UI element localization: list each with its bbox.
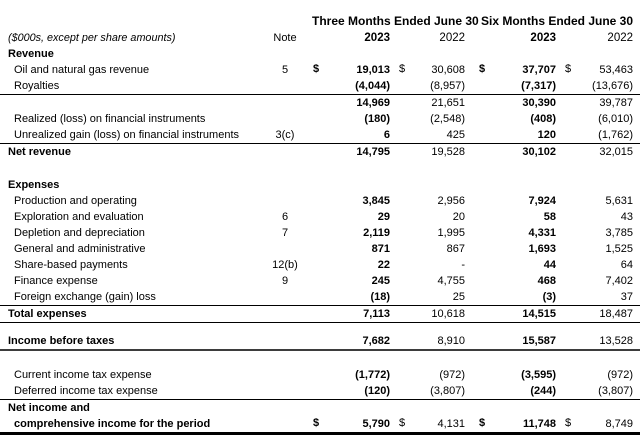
row-note xyxy=(258,46,312,62)
row-note xyxy=(258,177,312,193)
table-row xyxy=(0,273,640,289)
row-note xyxy=(258,111,312,127)
value-cell xyxy=(466,127,557,144)
value-cell xyxy=(557,78,640,95)
spacer-cell xyxy=(0,323,640,334)
value-cell xyxy=(557,62,640,78)
row-label: Net revenue xyxy=(8,146,71,158)
value-text: - xyxy=(461,259,466,271)
value-cell xyxy=(557,273,640,289)
value-text: 29 xyxy=(377,211,390,223)
row-note xyxy=(258,78,312,95)
value-text: 8,749 xyxy=(605,418,634,430)
row-label: Current income tax expense xyxy=(14,369,152,381)
value-text: 7,402 xyxy=(605,275,634,287)
currency-symbol: $ xyxy=(399,417,406,429)
row-label: Realized (loss) on financial instruments xyxy=(14,113,206,125)
value-text: 5,631 xyxy=(605,195,634,207)
row-note: 5 xyxy=(281,64,289,76)
value-cell xyxy=(392,400,466,417)
value-text: (1,772) xyxy=(355,369,390,381)
table-row xyxy=(0,225,640,241)
value-cell xyxy=(392,177,466,193)
income-statement-table xyxy=(0,13,640,435)
value-cell xyxy=(312,209,392,225)
value-text: 21,651 xyxy=(431,97,466,109)
value-text: (4,044) xyxy=(355,80,390,92)
value-cell xyxy=(466,273,557,289)
value-cell xyxy=(392,209,466,225)
value-cell xyxy=(312,177,392,193)
value-text: 64 xyxy=(620,259,634,271)
row-label: Revenue xyxy=(8,48,54,60)
value-text: 4,755 xyxy=(437,275,466,287)
spacer-cell xyxy=(0,160,640,177)
year-header-3m-2023: 2023 xyxy=(364,32,390,44)
row-note xyxy=(258,241,312,257)
row-label: Production and operating xyxy=(14,195,137,207)
value-cell xyxy=(392,111,466,127)
value-cell xyxy=(392,241,466,257)
table-row xyxy=(0,209,640,225)
value-cell xyxy=(392,383,466,400)
row-note xyxy=(258,289,312,306)
value-cell xyxy=(312,111,392,127)
value-text: 25 xyxy=(452,291,466,303)
value-text: (3,807) xyxy=(430,385,466,397)
value-cell xyxy=(312,46,392,62)
value-cell xyxy=(557,367,640,383)
row-note: 9 xyxy=(281,275,289,287)
value-text: 7,113 xyxy=(363,308,390,320)
value-cell xyxy=(466,400,557,417)
value-text: 22 xyxy=(377,259,390,271)
value-cell xyxy=(312,273,392,289)
row-note: 7 xyxy=(281,227,289,239)
table-body xyxy=(0,46,640,434)
value-text: 11,748 xyxy=(522,418,557,430)
value-text: (972) xyxy=(439,369,466,381)
table-row xyxy=(0,416,640,434)
value-text: 120 xyxy=(537,129,557,141)
value-text: 19,013 xyxy=(356,64,390,76)
value-text: (3,807) xyxy=(598,385,634,397)
value-cell xyxy=(466,383,557,400)
value-text: 4,331 xyxy=(528,227,557,239)
value-cell xyxy=(557,383,640,400)
row-label: Finance expense xyxy=(14,275,98,287)
value-text: (13,676) xyxy=(592,80,634,92)
row-label: Oil and natural gas revenue xyxy=(14,64,150,76)
value-cell xyxy=(312,257,392,273)
row-note: 12(b) xyxy=(272,259,298,271)
value-text: 32,015 xyxy=(599,146,634,158)
value-cell xyxy=(392,78,466,95)
value-cell xyxy=(466,306,557,323)
value-cell xyxy=(557,95,640,112)
value-cell xyxy=(312,144,392,161)
table-row xyxy=(0,127,640,144)
value-text: 245 xyxy=(371,275,390,287)
table-row xyxy=(0,289,640,306)
value-cell xyxy=(312,225,392,241)
value-cell xyxy=(466,62,557,78)
value-text: 58 xyxy=(543,211,557,223)
value-cell xyxy=(392,225,466,241)
table-row xyxy=(0,62,640,78)
value-cell xyxy=(557,400,640,417)
value-cell xyxy=(466,95,557,112)
row-note xyxy=(258,95,312,112)
table-row xyxy=(0,241,640,257)
value-text: (7,317) xyxy=(521,80,557,92)
value-text: 7,924 xyxy=(528,195,557,207)
value-cell xyxy=(557,333,640,350)
value-cell xyxy=(557,289,640,306)
value-text: 3,845 xyxy=(362,195,390,207)
row-note xyxy=(258,416,312,434)
value-text: 2,956 xyxy=(437,195,466,207)
value-cell xyxy=(392,289,466,306)
value-cell xyxy=(557,193,640,209)
row-note: 3(c) xyxy=(258,127,312,144)
value-text: (3,595) xyxy=(521,369,557,381)
value-text: 1,525 xyxy=(605,243,634,255)
value-text: (244) xyxy=(530,385,557,397)
row-note xyxy=(258,367,312,383)
column-header-row xyxy=(0,29,640,46)
value-cell xyxy=(312,241,392,257)
value-cell xyxy=(312,193,392,209)
value-cell xyxy=(557,111,640,127)
table-row xyxy=(0,177,640,193)
value-text: (8,957) xyxy=(430,80,466,92)
row-label: Foreign exchange (gain) loss xyxy=(0,289,258,306)
row-note xyxy=(258,306,312,323)
value-cell xyxy=(557,306,640,323)
row-label xyxy=(0,95,258,112)
value-cell xyxy=(466,177,557,193)
value-cell xyxy=(466,78,557,95)
value-text: 14,795 xyxy=(356,146,390,158)
row-label: Total expenses xyxy=(0,306,258,323)
spacer-row xyxy=(0,350,640,367)
value-cell xyxy=(392,333,466,350)
row-note xyxy=(258,144,312,161)
value-cell xyxy=(392,62,466,78)
row-label: Deferred income tax expense xyxy=(0,383,258,400)
value-cell xyxy=(312,127,392,144)
table-row xyxy=(0,306,640,323)
table-row xyxy=(0,95,640,112)
value-text: 1,995 xyxy=(437,227,466,239)
value-text: (180) xyxy=(364,113,390,125)
table-row xyxy=(0,193,640,209)
value-cell xyxy=(466,111,557,127)
value-text: 13,528 xyxy=(599,335,634,347)
table-row xyxy=(0,46,640,62)
spacer-row xyxy=(0,323,640,334)
row-note xyxy=(258,383,312,400)
value-cell xyxy=(466,289,557,306)
value-text: 10,618 xyxy=(431,308,466,320)
value-text: 7,682 xyxy=(362,335,390,347)
value-cell xyxy=(557,127,640,144)
value-cell xyxy=(557,144,640,161)
table-row xyxy=(0,333,640,350)
value-text: 1,693 xyxy=(528,243,557,255)
value-cell xyxy=(557,225,640,241)
value-cell xyxy=(312,416,392,434)
value-text: 468 xyxy=(537,275,557,287)
spacer-cell xyxy=(0,350,640,367)
row-label: General and administrative xyxy=(14,243,146,255)
value-text: 14,969 xyxy=(356,97,390,109)
value-cell xyxy=(312,289,392,306)
value-text: (6,010) xyxy=(598,113,634,125)
table-row xyxy=(0,78,640,95)
value-text: (1,762) xyxy=(598,129,634,141)
value-text: 6 xyxy=(383,129,390,141)
value-cell xyxy=(466,241,557,257)
currency-symbol: $ xyxy=(479,63,486,75)
value-cell xyxy=(557,416,640,434)
value-text: 19,528 xyxy=(431,146,466,158)
currency-symbol: $ xyxy=(479,417,486,429)
value-cell xyxy=(466,416,557,434)
value-text: 43 xyxy=(620,211,634,223)
empty-cell xyxy=(258,13,312,29)
currency-symbol: $ xyxy=(565,63,572,75)
value-text: 3,785 xyxy=(605,227,634,239)
row-label: Net income and xyxy=(8,402,90,414)
year-header-6m-2023: 2023 xyxy=(530,32,557,44)
six-months-header: Six Months Ended June 30 xyxy=(480,14,634,28)
value-text: (3) xyxy=(542,291,557,303)
currency-symbol: $ xyxy=(313,417,320,429)
value-text: (120) xyxy=(364,385,390,397)
value-cell xyxy=(312,306,392,323)
value-text: (408) xyxy=(530,113,557,125)
value-cell xyxy=(392,367,466,383)
value-text: (2,548) xyxy=(430,113,466,125)
value-cell xyxy=(312,367,392,383)
value-text: 15,587 xyxy=(522,335,557,347)
value-text: 53,463 xyxy=(599,64,634,76)
value-text: 44 xyxy=(543,259,557,271)
value-cell xyxy=(312,78,392,95)
value-text: 425 xyxy=(446,129,466,141)
row-label: Expenses xyxy=(8,179,60,191)
value-cell xyxy=(557,257,640,273)
year-header-6m-2022: 2022 xyxy=(607,32,634,44)
row-label: Share-based payments xyxy=(14,259,128,271)
value-text: 871 xyxy=(371,243,390,255)
value-cell xyxy=(312,333,392,350)
value-cell xyxy=(466,225,557,241)
value-text: 14,515 xyxy=(522,308,557,320)
row-label: comprehensive income for the period xyxy=(0,416,258,434)
period-header-row xyxy=(0,13,640,29)
row-label: Income before taxes xyxy=(0,333,258,350)
currency-symbol: $ xyxy=(565,417,572,429)
table-row xyxy=(0,367,640,383)
value-cell xyxy=(392,257,466,273)
value-text: 867 xyxy=(446,243,466,255)
note-column-header: Note xyxy=(273,32,297,44)
value-text: 5,790 xyxy=(362,418,390,430)
row-note xyxy=(258,193,312,209)
value-cell xyxy=(312,400,392,417)
value-cell xyxy=(557,177,640,193)
value-cell xyxy=(392,273,466,289)
year-header-3m-2022: 2022 xyxy=(439,32,466,44)
three-months-header: Three Months Ended June 30 xyxy=(312,14,479,28)
value-cell xyxy=(466,209,557,225)
table-row xyxy=(0,144,640,161)
value-text: 2,119 xyxy=(363,227,390,239)
value-cell xyxy=(392,46,466,62)
value-cell xyxy=(312,62,392,78)
value-text: 4,131 xyxy=(437,418,466,430)
value-text: 20 xyxy=(452,211,466,223)
currency-symbol: $ xyxy=(399,63,406,75)
value-text: 39,787 xyxy=(599,97,634,109)
value-cell xyxy=(466,367,557,383)
value-text: 30,390 xyxy=(522,97,557,109)
value-cell xyxy=(466,193,557,209)
row-note xyxy=(258,400,312,417)
row-label: Unrealized gain (loss) on financial instruments xyxy=(0,127,258,144)
units-note: ($000s, except per share amounts) xyxy=(8,32,176,44)
table-row xyxy=(0,400,640,417)
currency-symbol: $ xyxy=(313,63,320,75)
value-text: 30,102 xyxy=(522,146,557,158)
value-cell xyxy=(392,144,466,161)
row-note: 6 xyxy=(281,211,289,223)
value-cell xyxy=(557,209,640,225)
value-cell xyxy=(392,306,466,323)
value-cell xyxy=(392,127,466,144)
row-label: Depletion and depreciation xyxy=(14,227,145,239)
table-row xyxy=(0,111,640,127)
value-cell xyxy=(466,46,557,62)
spacer-row xyxy=(0,160,640,177)
value-text: 37,707 xyxy=(522,64,557,76)
value-text: 30,608 xyxy=(431,64,466,76)
value-text: (972) xyxy=(607,369,634,381)
row-note xyxy=(258,333,312,350)
empty-cell xyxy=(0,13,258,29)
value-cell xyxy=(557,46,640,62)
value-cell xyxy=(312,95,392,112)
value-cell xyxy=(466,144,557,161)
value-text: (18) xyxy=(370,291,390,303)
value-cell xyxy=(392,95,466,112)
value-cell xyxy=(557,241,640,257)
value-text: 18,487 xyxy=(599,308,634,320)
row-label: Exploration and evaluation xyxy=(14,211,144,223)
value-cell xyxy=(392,193,466,209)
value-cell xyxy=(392,416,466,434)
value-text: 8,910 xyxy=(437,335,466,347)
table-row xyxy=(0,383,640,400)
row-label: Royalties xyxy=(0,78,258,95)
value-cell xyxy=(466,257,557,273)
value-text: 37 xyxy=(620,291,634,303)
value-cell xyxy=(466,333,557,350)
value-cell xyxy=(312,383,392,400)
table-row xyxy=(0,257,640,273)
